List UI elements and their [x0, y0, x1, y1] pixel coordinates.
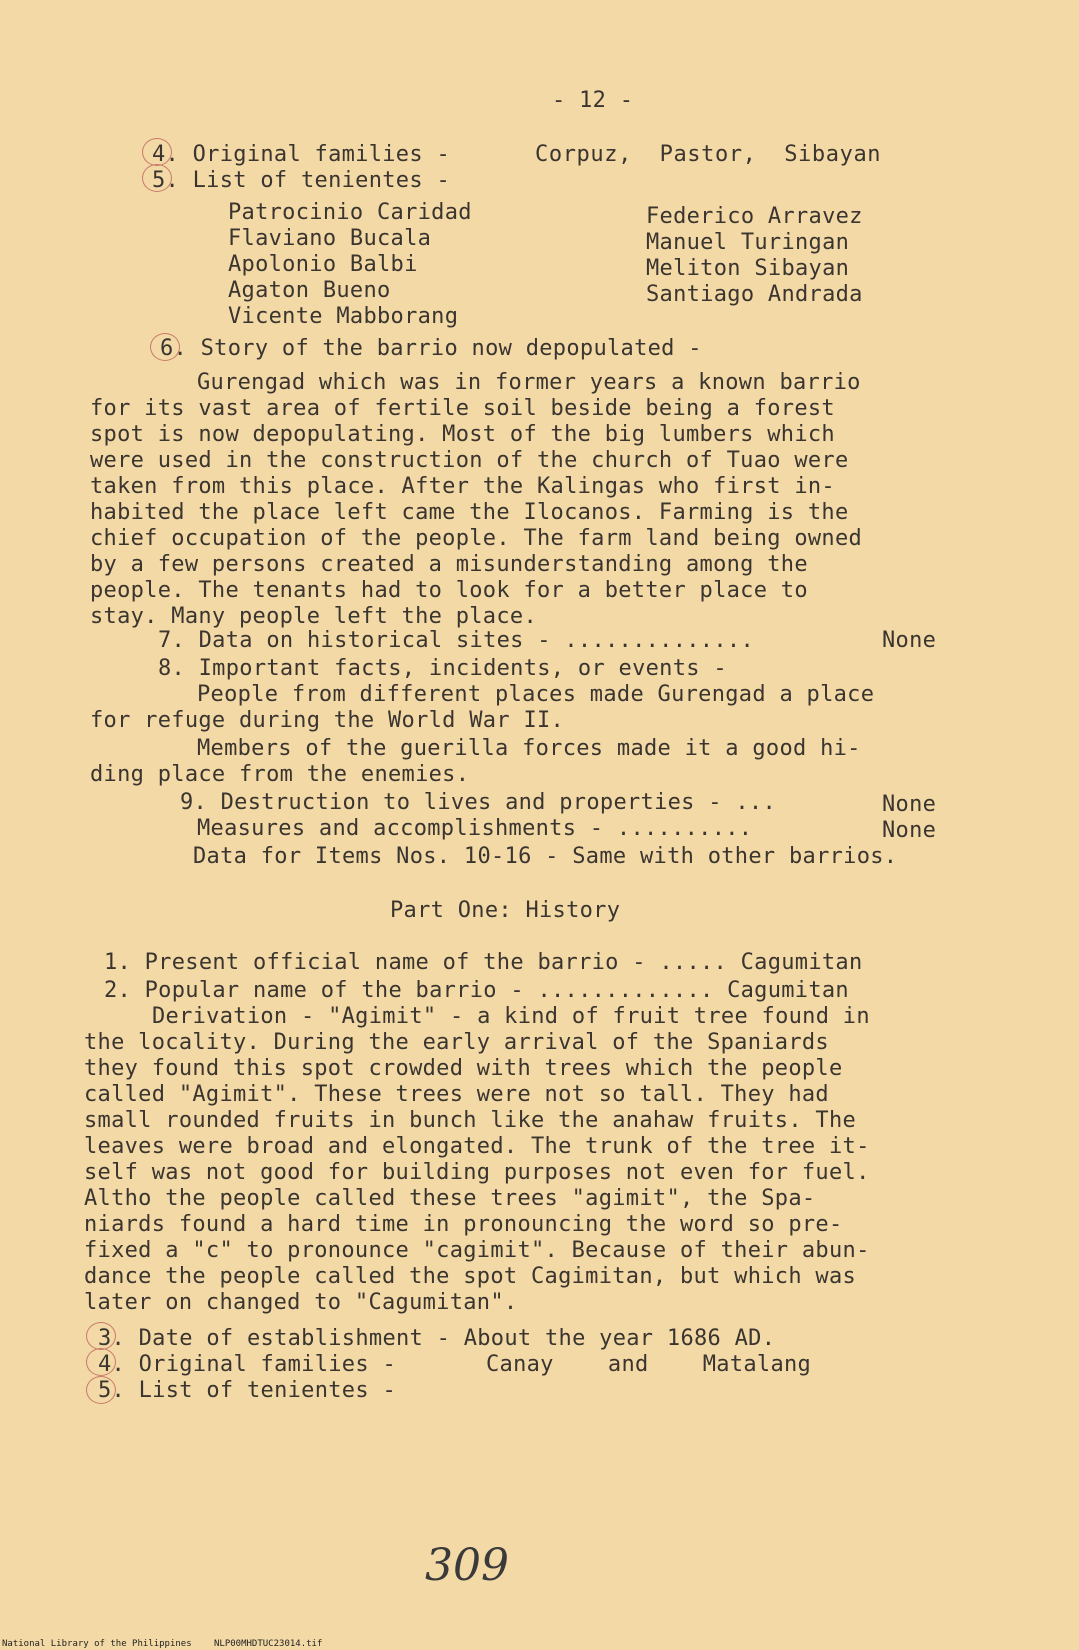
derivation-line: the locality. During the early arrival of the Spaniards [84, 1030, 829, 1055]
teniente-right: Santiago Andrada [646, 282, 863, 307]
facts-line: Members of the guerilla forces made it a good hi- [197, 736, 861, 761]
story-line: habited the place left came the Ilocanos. Farming is the [90, 500, 849, 525]
item7-label: 7. Data on historical sites - .............. [158, 628, 754, 653]
facts-line: ding place from the enemies. [90, 762, 470, 787]
facts-line: for refuge during the World War II. [90, 708, 565, 733]
teniente-left: Patrocinio Caridad [228, 200, 472, 225]
teniente-right: Manuel Turingan [646, 230, 850, 255]
footer-library: National Library of the Philippines [2, 1639, 192, 1649]
derivation-line: niards found a hard time in pronouncing the word so pre- [84, 1212, 843, 1237]
derivation-line: Altho the people called these trees "agimit", the Spa- [84, 1186, 816, 1211]
measures-label: Measures and accomplishments - .......... [197, 816, 753, 841]
facts-line: People from different places made Gurengad a place [197, 682, 875, 707]
derivation-line: they found this spot crowded with trees which the people [84, 1056, 843, 1081]
story-line: spot is now depopulating. Most of the big lumbers which [90, 422, 835, 447]
teniente-left: Agaton Bueno [228, 278, 391, 303]
item4-label: 4. Original families - [152, 142, 450, 167]
derivation-line: called "Agimit". These trees were not so tall. They had [84, 1082, 829, 1107]
derivation-line: self was not good for building purposes not even for fuel. [84, 1160, 870, 1185]
teniente-left: Apolonio Balbi [228, 252, 418, 277]
story-line: Gurengad which was in former years a known barrio [197, 370, 861, 395]
derivation-line: Derivation - "Agimit" - a kind of fruit tree found in [152, 1004, 870, 1029]
part-heading: Part One: History [390, 898, 621, 923]
item6-label: 6. Story of the barrio now depopulated - [160, 336, 702, 361]
measures-value: None [882, 818, 937, 843]
item2-line: 2. Popular name of the barrio - ............. Cagumitan [104, 978, 849, 1003]
story-line: were used in the construction of the church of Tuao were [90, 448, 849, 473]
story-line: for its vast area of fertile soil beside being a forest [90, 396, 835, 421]
story-line: chief occupation of the people. The farm land being owned [90, 526, 863, 551]
handwritten-page-number: 309 [425, 1540, 509, 1591]
item4-label-2: 4. Original families - [98, 1352, 396, 1377]
item7-value: None [882, 628, 937, 653]
derivation-line: dance the people called the spot Cagimitan, but which was [84, 1264, 857, 1289]
item9-value: None [882, 792, 937, 817]
story-line: stay. Many people left the place. [90, 604, 537, 629]
item8-label: 8. Important facts, incidents, or events - [158, 656, 727, 681]
item1-line: 1. Present official name of the barrio - ..... Cagumitan [104, 950, 863, 975]
teniente-right: Meliton Sibayan [646, 256, 850, 281]
derivation-line: small rounded fruits in bunch like the anahaw fruits. The [84, 1108, 857, 1133]
derivation-line: later on changed to "Cagumitan". [84, 1290, 518, 1315]
item5-label-2: 5. List of tenientes - [98, 1378, 396, 1403]
story-line: taken from this place. After the Kalingas who first in- [90, 474, 835, 499]
item9-label: 9. Destruction to lives and properties - ... [180, 790, 776, 815]
story-line: people. The tenants had to look for a better place to [90, 578, 808, 603]
teniente-left: Flaviano Bucala [228, 226, 432, 251]
derivation-line: fixed a "c" to pronounce "cagimit". Because of their abun- [84, 1238, 870, 1263]
item5-label: 5. List of tenientes - [152, 168, 450, 193]
item4-value-2: Canay and Matalang [486, 1352, 812, 1377]
teniente-left: Vicente Mabborang [228, 304, 459, 329]
derivation-line: leaves were broad and elongated. The trunk of the tree it- [84, 1134, 870, 1159]
footer-filename: NLP00MHDTUC23014.tif [214, 1639, 323, 1649]
item3-line: 3. Date of establishment - About the year 1686 AD. [98, 1326, 776, 1351]
data-items-line: Data for Items Nos. 10-16 - Same with other barrios. [193, 844, 898, 869]
teniente-right: Federico Arravez [646, 204, 863, 229]
page-number: - 12 - [552, 88, 634, 113]
story-line: by a few persons created a misunderstanding among the [90, 552, 808, 577]
item4-value: Corpuz, Pastor, Sibayan [535, 142, 882, 167]
